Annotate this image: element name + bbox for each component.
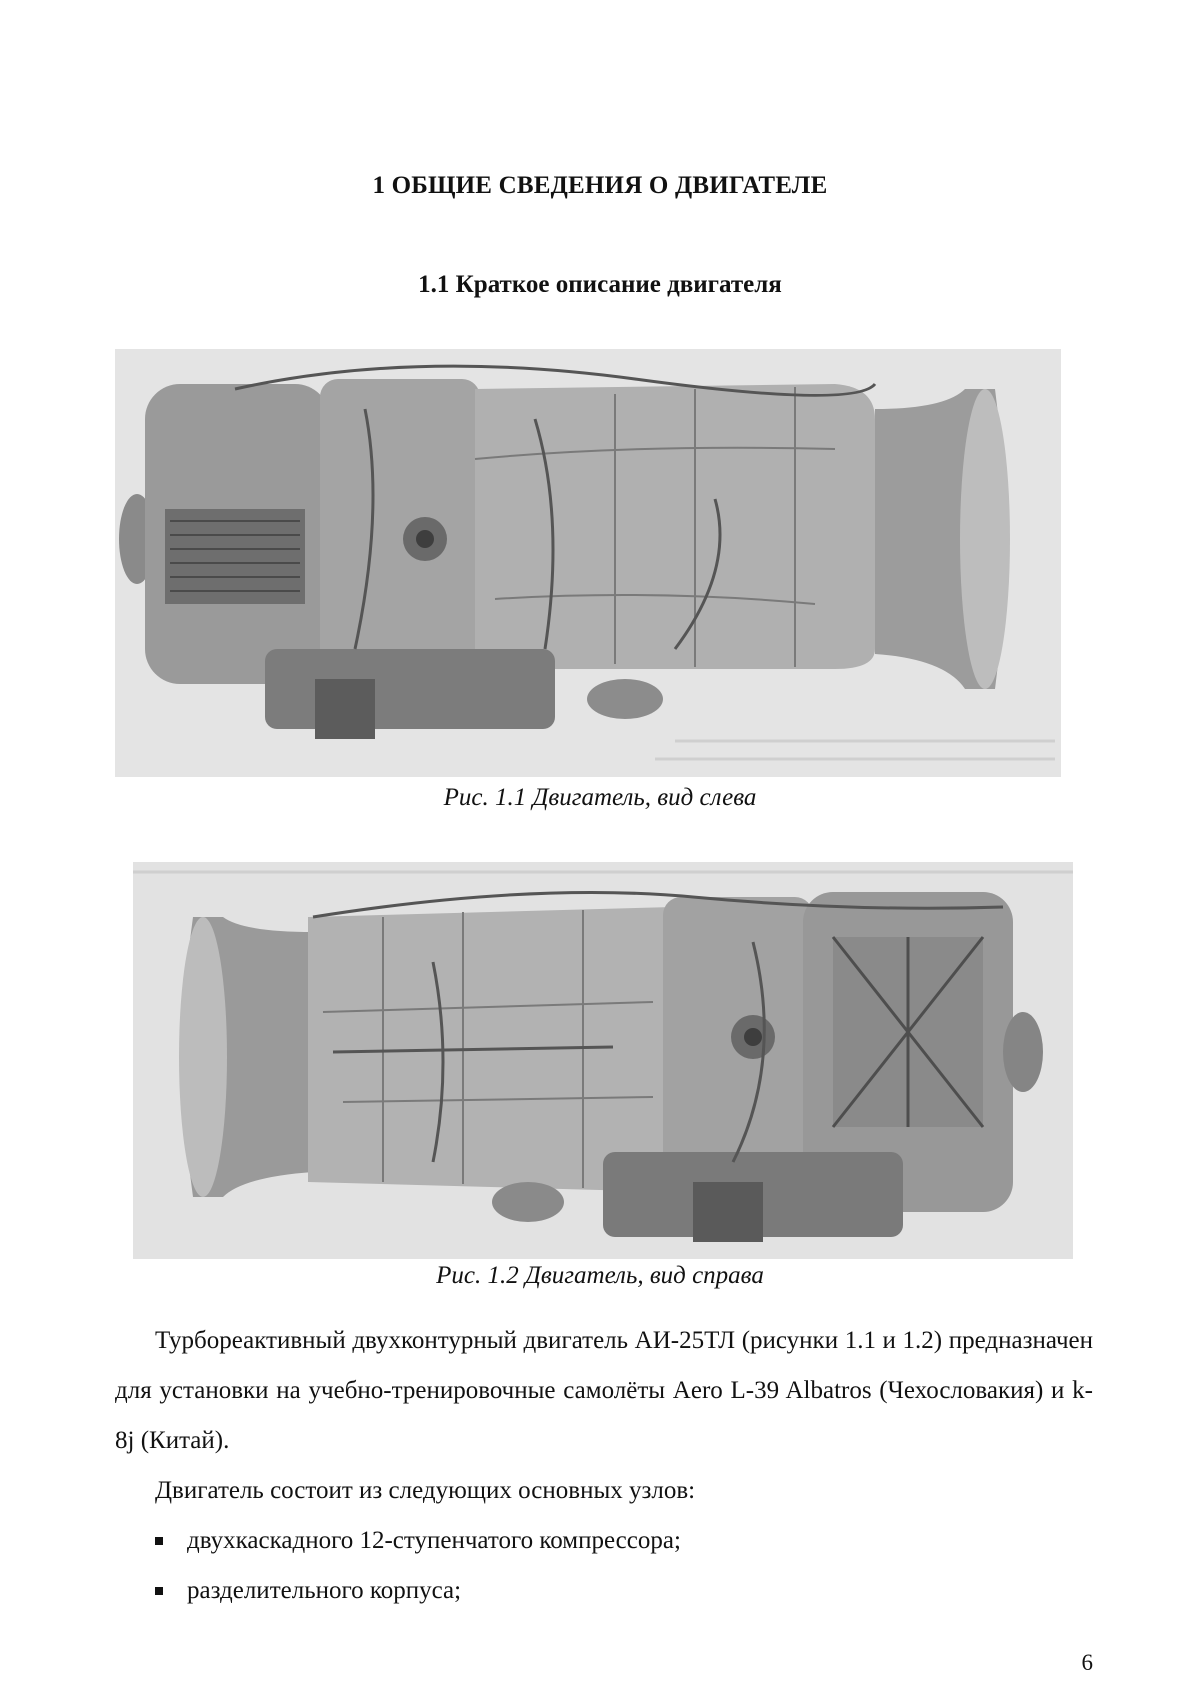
figure-2-caption: Рис. 1.2 Двигатель, вид справа [436,1262,764,1289]
chapter-title: 1 ОБЩИЕ СВЕДЕНИЯ О ДВИГАТЕЛЕ [372,172,828,199]
list-item [115,1566,1093,1616]
components-intro-paragraph: Двигатель состоит из следующих основных узлов: [155,1477,696,1504]
components-list [115,1516,1093,1616]
list-item-text: разделительного корпуса; [187,1577,462,1604]
page-number: 6 [1081,1650,1093,1675]
square-bullet-icon [155,1537,163,1545]
square-bullet-icon [155,1587,163,1595]
engine-right-view-photo [133,862,1073,1259]
engine-description-paragraph: Турбореактивный двухконтурный двигатель АИ-25ТЛ (рисунки 1.1 и 1.2) предназначен для установки на учебно-тренировочные самолёты Aero L-39 Albatros (Чехословакия) и k-8j (Китай). [115,1327,1093,1454]
list-item-text: двухкаскадного 12-ступенчатого компрессора; [187,1527,681,1554]
engine-left-view-photo [115,349,1061,777]
section-title: 1.1 Краткое описание двигателя [418,271,782,298]
list-item [115,1516,1093,1566]
figure-1-caption: Рис. 1.1 Двигатель, вид слева [443,784,757,811]
